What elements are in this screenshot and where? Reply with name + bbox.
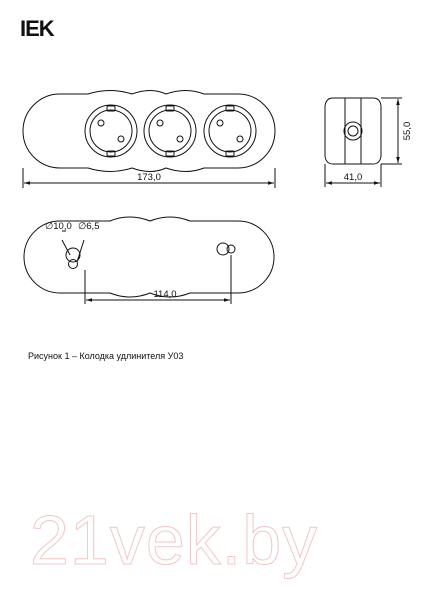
- mounting-hole-right: [217, 243, 235, 255]
- figure-caption: Рисунок 1 – Колодка удлинителя У03: [28, 351, 184, 361]
- side-view: [325, 98, 402, 187]
- hole-small-label: ∅6,5: [78, 221, 100, 232]
- cable-entry: [344, 122, 362, 140]
- iek-logo: IEK: [20, 16, 54, 41]
- hole-spacing-label: 114,0: [153, 289, 177, 300]
- width-label: 41,0: [343, 172, 363, 183]
- socket-3: [204, 105, 256, 157]
- height-label: 55,0: [402, 121, 413, 141]
- socket-1: [85, 105, 137, 157]
- hole-large-label: ∅10,0: [45, 221, 72, 232]
- watermark: 21vek.by: [30, 501, 319, 579]
- side-view-outline: [325, 98, 381, 164]
- length-label: 173,0: [137, 172, 161, 183]
- height-dimension: [381, 98, 402, 164]
- socket-2: [144, 105, 196, 157]
